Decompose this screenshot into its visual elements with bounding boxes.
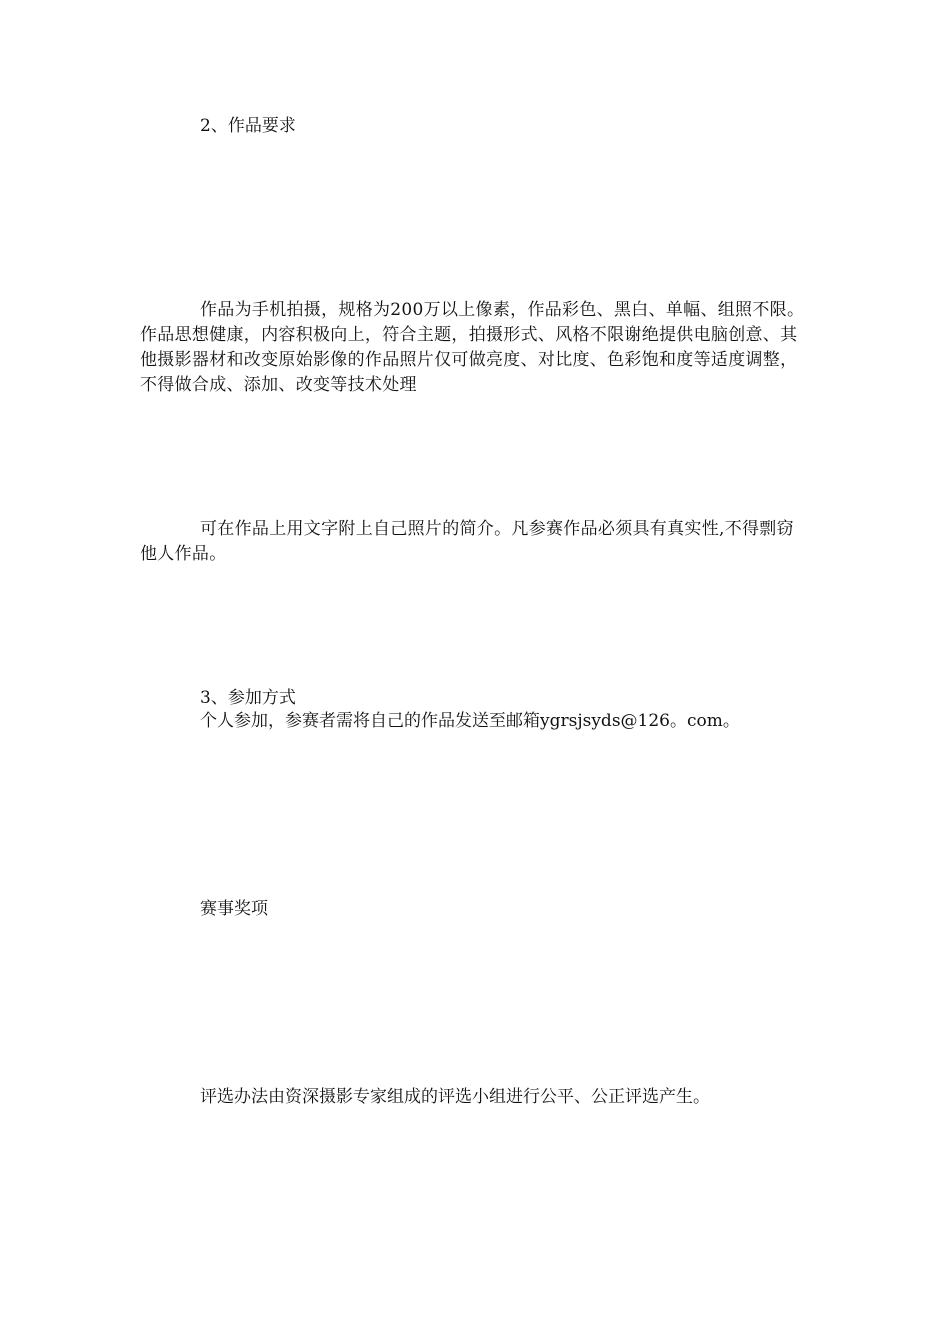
awards-heading: 赛事奖项: [200, 899, 268, 919]
section-3-heading: 3、参加方式: [200, 688, 296, 708]
participation-method-text: 个人参加，参赛者需将自己的作品发送至邮箱ygrsjsyds@126。com。: [200, 711, 740, 731]
work-requirements-paragraph: 作品为手机拍摄，规格为200万以上像素，作品彩色、黑白、单幅、组照不限。作品思想健康，内容积极向上，符合主题，拍摄形式、风格不限谢绝提供电脑创意、其他摄影器材和改变原始影像的作品照片仅可做亮度、对比度、色彩饱和度等适度调整，不得做合成、添加、改变等技术处理: [140, 300, 805, 395]
authenticity-paragraph: 可在作品上用文字附上自己照片的简介。凡参赛作品必须具有真实性,不得剽窃他人作品。: [140, 519, 794, 564]
section-2-heading: 2、作品要求: [200, 116, 296, 136]
judging-method-text: 评选办法由资深摄影专家组成的评选小组进行公平、公正评选产生。: [200, 1087, 710, 1107]
